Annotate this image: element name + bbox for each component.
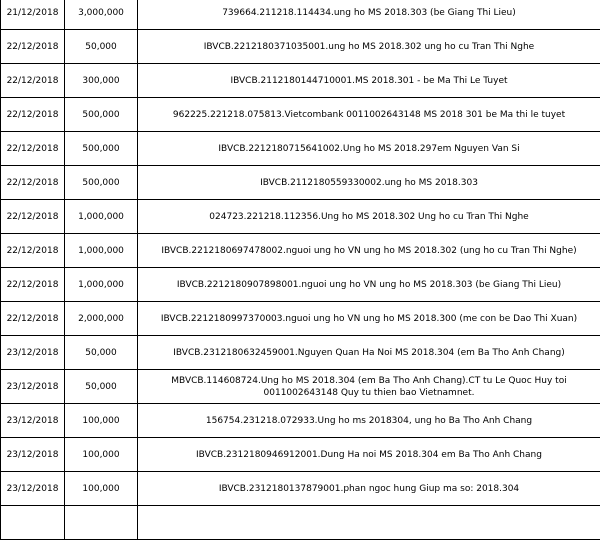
- amount-cell: 100,000: [65, 472, 138, 506]
- table-row: [1, 472, 600, 506]
- amount-cell: 3,000,000: [65, 0, 138, 30]
- description-cell: MBVCB.114608724.Ung ho MS 2018.304 (em Ba Tho Anh Chang).CT tu Le Quoc Huy toi 0011002643148 Quy tu thien bao Vietnamnet.: [138, 370, 600, 404]
- table-row: [1, 336, 600, 370]
- table-row: [1, 268, 600, 302]
- description-cell: IBVCB.2112180144710001.MS 2018.301 - be Ma Thi Le Tuyet: [138, 64, 600, 98]
- table-row: [1, 166, 600, 200]
- table-row: [1, 132, 600, 166]
- description-cell: IBVCB.2312180946912001.Dung Ha noi MS 2018.304 em Ba Tho Anh Chang: [138, 438, 600, 472]
- amount-cell: 50,000: [65, 336, 138, 370]
- date-cell: 21/12/2018: [1, 0, 65, 30]
- description-cell: IBVCB.2212180715641002.Ung ho MS 2018.297em Nguyen Van Si: [138, 132, 600, 166]
- amount-cell: 300,000: [65, 64, 138, 98]
- description-cell: 739664.211218.114434.ung ho MS 2018.303 (be Giang Thi Lieu): [138, 0, 600, 30]
- date-cell: 23/12/2018: [1, 404, 65, 438]
- table-row: [1, 200, 600, 234]
- description-cell: 024723.221218.112356.Ung ho MS 2018.302 Ung ho cu Tran Thi Nghe: [138, 200, 600, 234]
- amount-cell: 50,000: [65, 370, 138, 404]
- date-cell: 22/12/2018: [1, 64, 65, 98]
- description-cell: IBVCB.2312180632459001.Nguyen Quan Ha Noi MS 2018.304 (em Ba Tho Anh Chang): [138, 336, 600, 370]
- amount-cell: 1,000,000: [65, 200, 138, 234]
- description-cell: IBVCB.2212180997370003.nguoi ung ho VN ung ho MS 2018.300 (me con be Dao Thi Xuan): [138, 302, 600, 336]
- description-cell: 962225.221218.075813.Vietcombank 0011002643148 MS 2018 301 be Ma thi le tuyet: [138, 98, 600, 132]
- amount-cell: 1,000,000: [65, 234, 138, 268]
- amount-cell: 500,000: [65, 132, 138, 166]
- table-row: [1, 0, 600, 30]
- date-cell: [1, 506, 65, 540]
- amount-cell: 500,000: [65, 98, 138, 132]
- date-cell: 23/12/2018: [1, 472, 65, 506]
- description-cell: IBVCB.2212180697478002.nguoi ung ho VN ung ho MS 2018.302 (ung ho cu Tran Thi Nghe): [138, 234, 600, 268]
- table-row: [1, 404, 600, 438]
- table-row: [1, 30, 600, 64]
- date-cell: 23/12/2018: [1, 336, 65, 370]
- amount-cell: [65, 506, 138, 540]
- donation-table-body: [1, 0, 600, 540]
- date-cell: 23/12/2018: [1, 370, 65, 404]
- date-cell: 23/12/2018: [1, 438, 65, 472]
- amount-cell: 50,000: [65, 30, 138, 64]
- date-cell: 22/12/2018: [1, 132, 65, 166]
- description-cell: [138, 506, 600, 540]
- description-cell: IBVCB.2212180907898001.nguoi ung ho VN ung ho MS 2018.303 (be Giang Thi Lieu): [138, 268, 600, 302]
- date-cell: 22/12/2018: [1, 200, 65, 234]
- amount-cell: 1,000,000: [65, 268, 138, 302]
- amount-cell: 2,000,000: [65, 302, 138, 336]
- date-cell: 22/12/2018: [1, 234, 65, 268]
- date-cell: 22/12/2018: [1, 166, 65, 200]
- date-cell: 22/12/2018: [1, 268, 65, 302]
- description-cell: IBVCB.2112180559330002.ung ho MS 2018.303: [138, 166, 600, 200]
- table-row: [1, 98, 600, 132]
- description-cell: IBVCB.2212180371035001.ung ho MS 2018.302 ung ho cu Tran Thi Nghe: [138, 30, 600, 64]
- amount-cell: 100,000: [65, 404, 138, 438]
- table-row: [1, 438, 600, 472]
- table-row: [1, 234, 600, 268]
- date-cell: 22/12/2018: [1, 302, 65, 336]
- amount-cell: 500,000: [65, 166, 138, 200]
- table-row: [1, 64, 600, 98]
- table-row: [1, 302, 600, 336]
- table-row: [1, 506, 600, 540]
- description-cell: 156754.231218.072933.Ung ho ms 2018304, ung ho Ba Tho Anh Chang: [138, 404, 600, 438]
- date-cell: 22/12/2018: [1, 30, 65, 64]
- table-row: [1, 370, 600, 404]
- amount-cell: 100,000: [65, 438, 138, 472]
- date-cell: 22/12/2018: [1, 98, 65, 132]
- description-cell: IBVCB.2312180137879001.phan ngoc hung Giup ma so: 2018.304: [138, 472, 600, 506]
